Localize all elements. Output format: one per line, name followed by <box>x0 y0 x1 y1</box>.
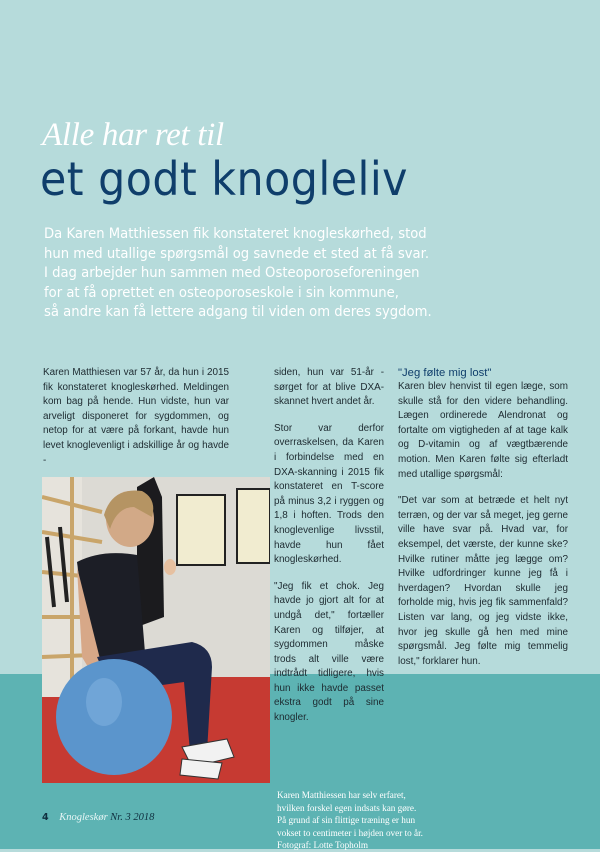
paragraph: "Det var som at betræde et helt nyt terræn, og der var så meget, jeg gerne ville have svar på. Hvad var, for eksempel, det værste, der kunne ske? Hvilke rutiner måtte jeg lægge om? Hvilke udfordringer kunne jeg få i hverdagen? Hvordan skulle jeg forholde mig, hvis jeg fik sammenfald? Listen var lang, og jeg vidste ikke, hvor jeg skulle gå hen med mine spørgsmål. Jeg følte mig temmelig lost," forklarer hun. <box>398 495 568 667</box>
subheading: "Jeg følte mig lost" <box>398 367 492 379</box>
article-photo <box>42 477 270 783</box>
page-number: 4 <box>42 812 49 823</box>
photo-illustration <box>42 477 270 783</box>
paragraph: Karen blev henvist til egen læge, som skulle stå for den videre behandling. Lægen ordinerede Alendronat og fortalte om vigtigheden af at tage kalk og D-vitamin og af vægtbærende motion. Men Karen følte sig efterladt med utallige spørgsmål: <box>398 381 568 480</box>
paragraph: "Jeg fik et chok. Jeg havde jo gjort alt for at undgå det," fortæller Karen og tilføjer, at sygdommen måske trods alt ville være indtrådt tidligere, hvis hun ikke havde passet ekstra godt på sine knogler. <box>274 580 384 724</box>
text-column-3 <box>398 366 568 681</box>
text-column-1 <box>43 366 229 480</box>
paragraph: siden, hun var 51-år - sørget for at blive DXA-skannet hvert andet år. <box>274 367 384 408</box>
article-intro: Da Karen Matthiessen fik konstateret knogleskørhed, stod hun med utallige spørgsmål og savnede et sted at få svar. I dag arbejder hun sammen med Osteoporoseforeningen for at få oprettet en osteoporoseskole i sin kommune, så andre kan få lettere adgang til viden om deres sygdom. <box>44 226 432 321</box>
paragraph: Karen Matthiesen var 57 år, da hun i 2015 fik konstateret knogleskørhed. Meldingen kom bag på hende. Hun vidste, hun var arveligt disponeret for sygdommen, og netop for at være på forkant, havde hun levet knoglevenligt i adskillige år og havde - <box>43 367 229 466</box>
magazine-name: Knogleskør <box>59 812 108 823</box>
article-title: et godt knogleliv <box>40 152 408 206</box>
photo-caption: Karen Matthiessen har selv erfaret, hvilken forskel egen indsats kan gøre. På grund af sin flittige træning er hun vokset to centimeter i højden over to år. Fotograf: Lotte Topholm <box>277 790 423 850</box>
paragraph-part: knoglevenlige livsstil, havde hun fået knogleskørhed. <box>274 524 384 566</box>
page-footer <box>42 812 154 823</box>
issue-label: Nr. 3 2018 <box>110 812 155 823</box>
paragraph-part: Stor var derfor overraskelsen, da Karen i forbindelse med en DXA-skanning i 2015 fik konstateret en T-score på minus 3,2 i ryggen og 1,8 i hoften. Trods den <box>274 422 384 522</box>
article-kicker: Alle har ret til <box>42 117 224 153</box>
